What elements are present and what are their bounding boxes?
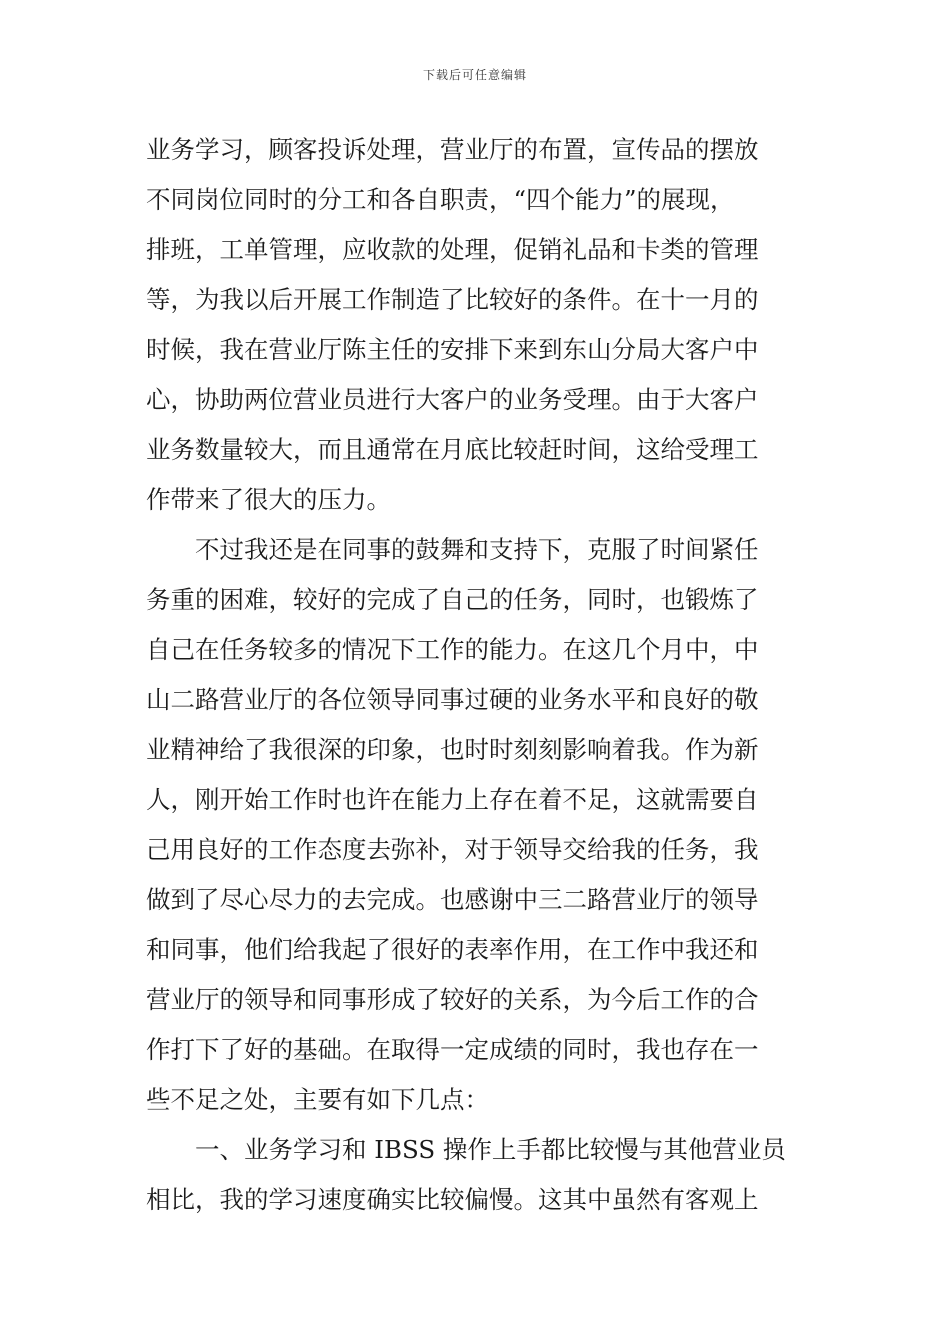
- text-line: 些不足之处，主要有如下几点：: [146, 1085, 489, 1114]
- text-line: 作带来了很大的压力。: [146, 485, 391, 514]
- text-line: 等，为我以后开展工作制造了比较好的条件。在十一月的: [146, 285, 759, 314]
- text-line: 一、业务学习和 IBSS 操作上手都比较慢与其他营业员: [195, 1135, 786, 1164]
- text-line: 营业厅的领导和同事形成了较好的关系，为今后工作的合: [146, 985, 759, 1014]
- text-line: 务重的困难，较好的完成了自己的任务，同时，也锻炼了: [146, 585, 759, 614]
- text-line: 己用良好的工作态度去弥补，对于领导交给我的任务，我: [146, 835, 759, 864]
- page-header: 下载后可任意编辑: [422, 68, 527, 82]
- text-line: 心，协助两位营业员进行大客户的业务受理。由于大客户: [146, 385, 759, 414]
- text-line: 人，刚开始工作时也许在能力上存在着不足，这就需要自: [146, 785, 759, 814]
- text-line: 不同岗位同时的分工和各自职责，“四个能力”的展现，: [146, 185, 735, 214]
- text-line: 业精神给了我很深的印象，也时时刻刻影响着我。作为新: [146, 735, 759, 764]
- text-line: 业务学习，顾客投诉处理，营业厅的布置，宣传品的摆放: [146, 135, 759, 164]
- text-line: 相比，我的学习速度确实比较偏慢。这其中虽然有客观上: [146, 1185, 759, 1214]
- text-line: 山二路营业厅的各位领导同事过硬的业务水平和良好的敬: [146, 685, 759, 714]
- text-line: 作打下了好的基础。在取得一定成绩的同时，我也存在一: [146, 1035, 759, 1064]
- text-line: 不过我还是在同事的鼓舞和支持下，克服了时间紧任: [195, 535, 759, 564]
- text-line: 时候，我在营业厅陈主任的安排下来到东山分局大客户中: [146, 335, 759, 364]
- text-line: 做到了尽心尽力的去完成。也感谢中三二路营业厅的领导: [146, 885, 759, 914]
- text-line: 和同事，他们给我起了很好的表率作用，在工作中我还和: [146, 935, 759, 964]
- text-line: 自己在任务较多的情况下工作的能力。在这几个月中，中: [146, 635, 759, 664]
- document-body: [146, 125, 806, 1225]
- text-line: 排班，工单管理，应收款的处理，促销礼品和卡类的管理: [146, 235, 759, 264]
- text-line: 业务数量较大，而且通常在月底比较赶时间，这给受理工: [146, 435, 759, 464]
